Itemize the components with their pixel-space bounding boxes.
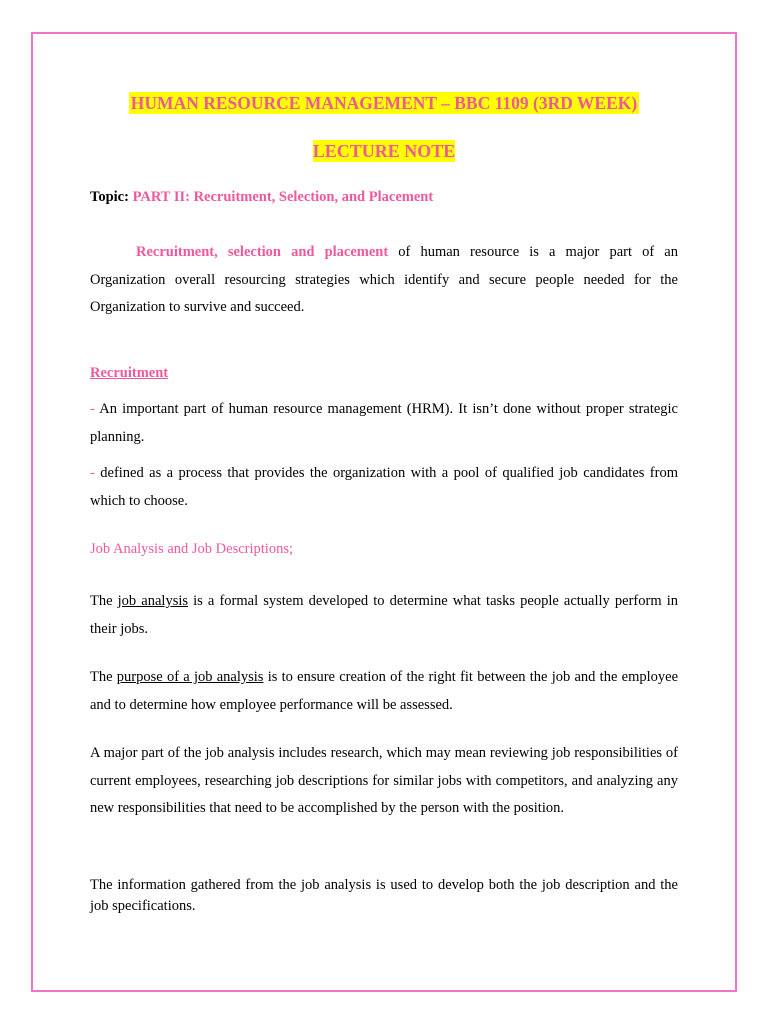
job-analysis-heading: Job Analysis and Job Descriptions; [90,541,293,557]
job-analysis-paragraph-3: A major part of the job analysis includes research, which may mean reviewing job responsibilities of current employees, researching job descriptions for similar jobs with competitors, and analyzing any new responsibilities that need to be accomplished by the person with the position. [90,745,678,816]
topic-value: PART II: Recruitment, Selection, and Placement [132,189,434,205]
topic-label: Topic: [90,189,129,205]
p1-pre: The [90,593,118,609]
bullet-marker: - [90,465,95,481]
recruitment-bullet-1 [90,396,678,451]
bullet-marker: - [90,401,95,417]
document-subtitle-text: LECTURE NOTE [312,141,456,161]
document-subtitle [90,141,678,162]
job-analysis-paragraph-4: The information gathered from the job analysis is used to develop both the job description and the job specifications. [90,877,678,914]
bullet-text: defined as a process that provides the organization with a pool of qualified job candidates from which to choose. [90,465,678,509]
job-analysis-paragraph-2 [90,664,678,719]
p1-post: is a formal system developed to determine what tasks people actually perform in their jobs. [90,593,678,637]
job-analysis-paragraph-1 [90,588,678,643]
recruitment-heading: Recruitment [90,365,169,381]
intro-highlight: Recruitment, selection and placement [136,244,389,260]
p2-post: is to ensure creation of the right fit between the job and the employee and to determine how employee performance will be assessed. [90,669,678,713]
purpose-term: purpose of a job analysis [116,669,264,685]
intro-text: of human resource is a major part of an Organization overall resourcing strategies which identify and secure people needed for the Organization to survive and succeed. [90,244,678,315]
document-title-text: HUMAN RESOURCE MANAGEMENT – BBC 1109 (3RD WEEK) [130,93,638,113]
topic-line [90,184,678,212]
recruitment-bullet-2 [90,460,678,515]
document-title [90,93,678,114]
p2-pre: The [90,669,117,685]
job-analysis-term: job analysis [117,593,189,609]
intro-paragraph [90,239,678,322]
bullet-text: An important part of human resource management (HRM). It isn’t done without proper strategic planning. [90,401,678,445]
